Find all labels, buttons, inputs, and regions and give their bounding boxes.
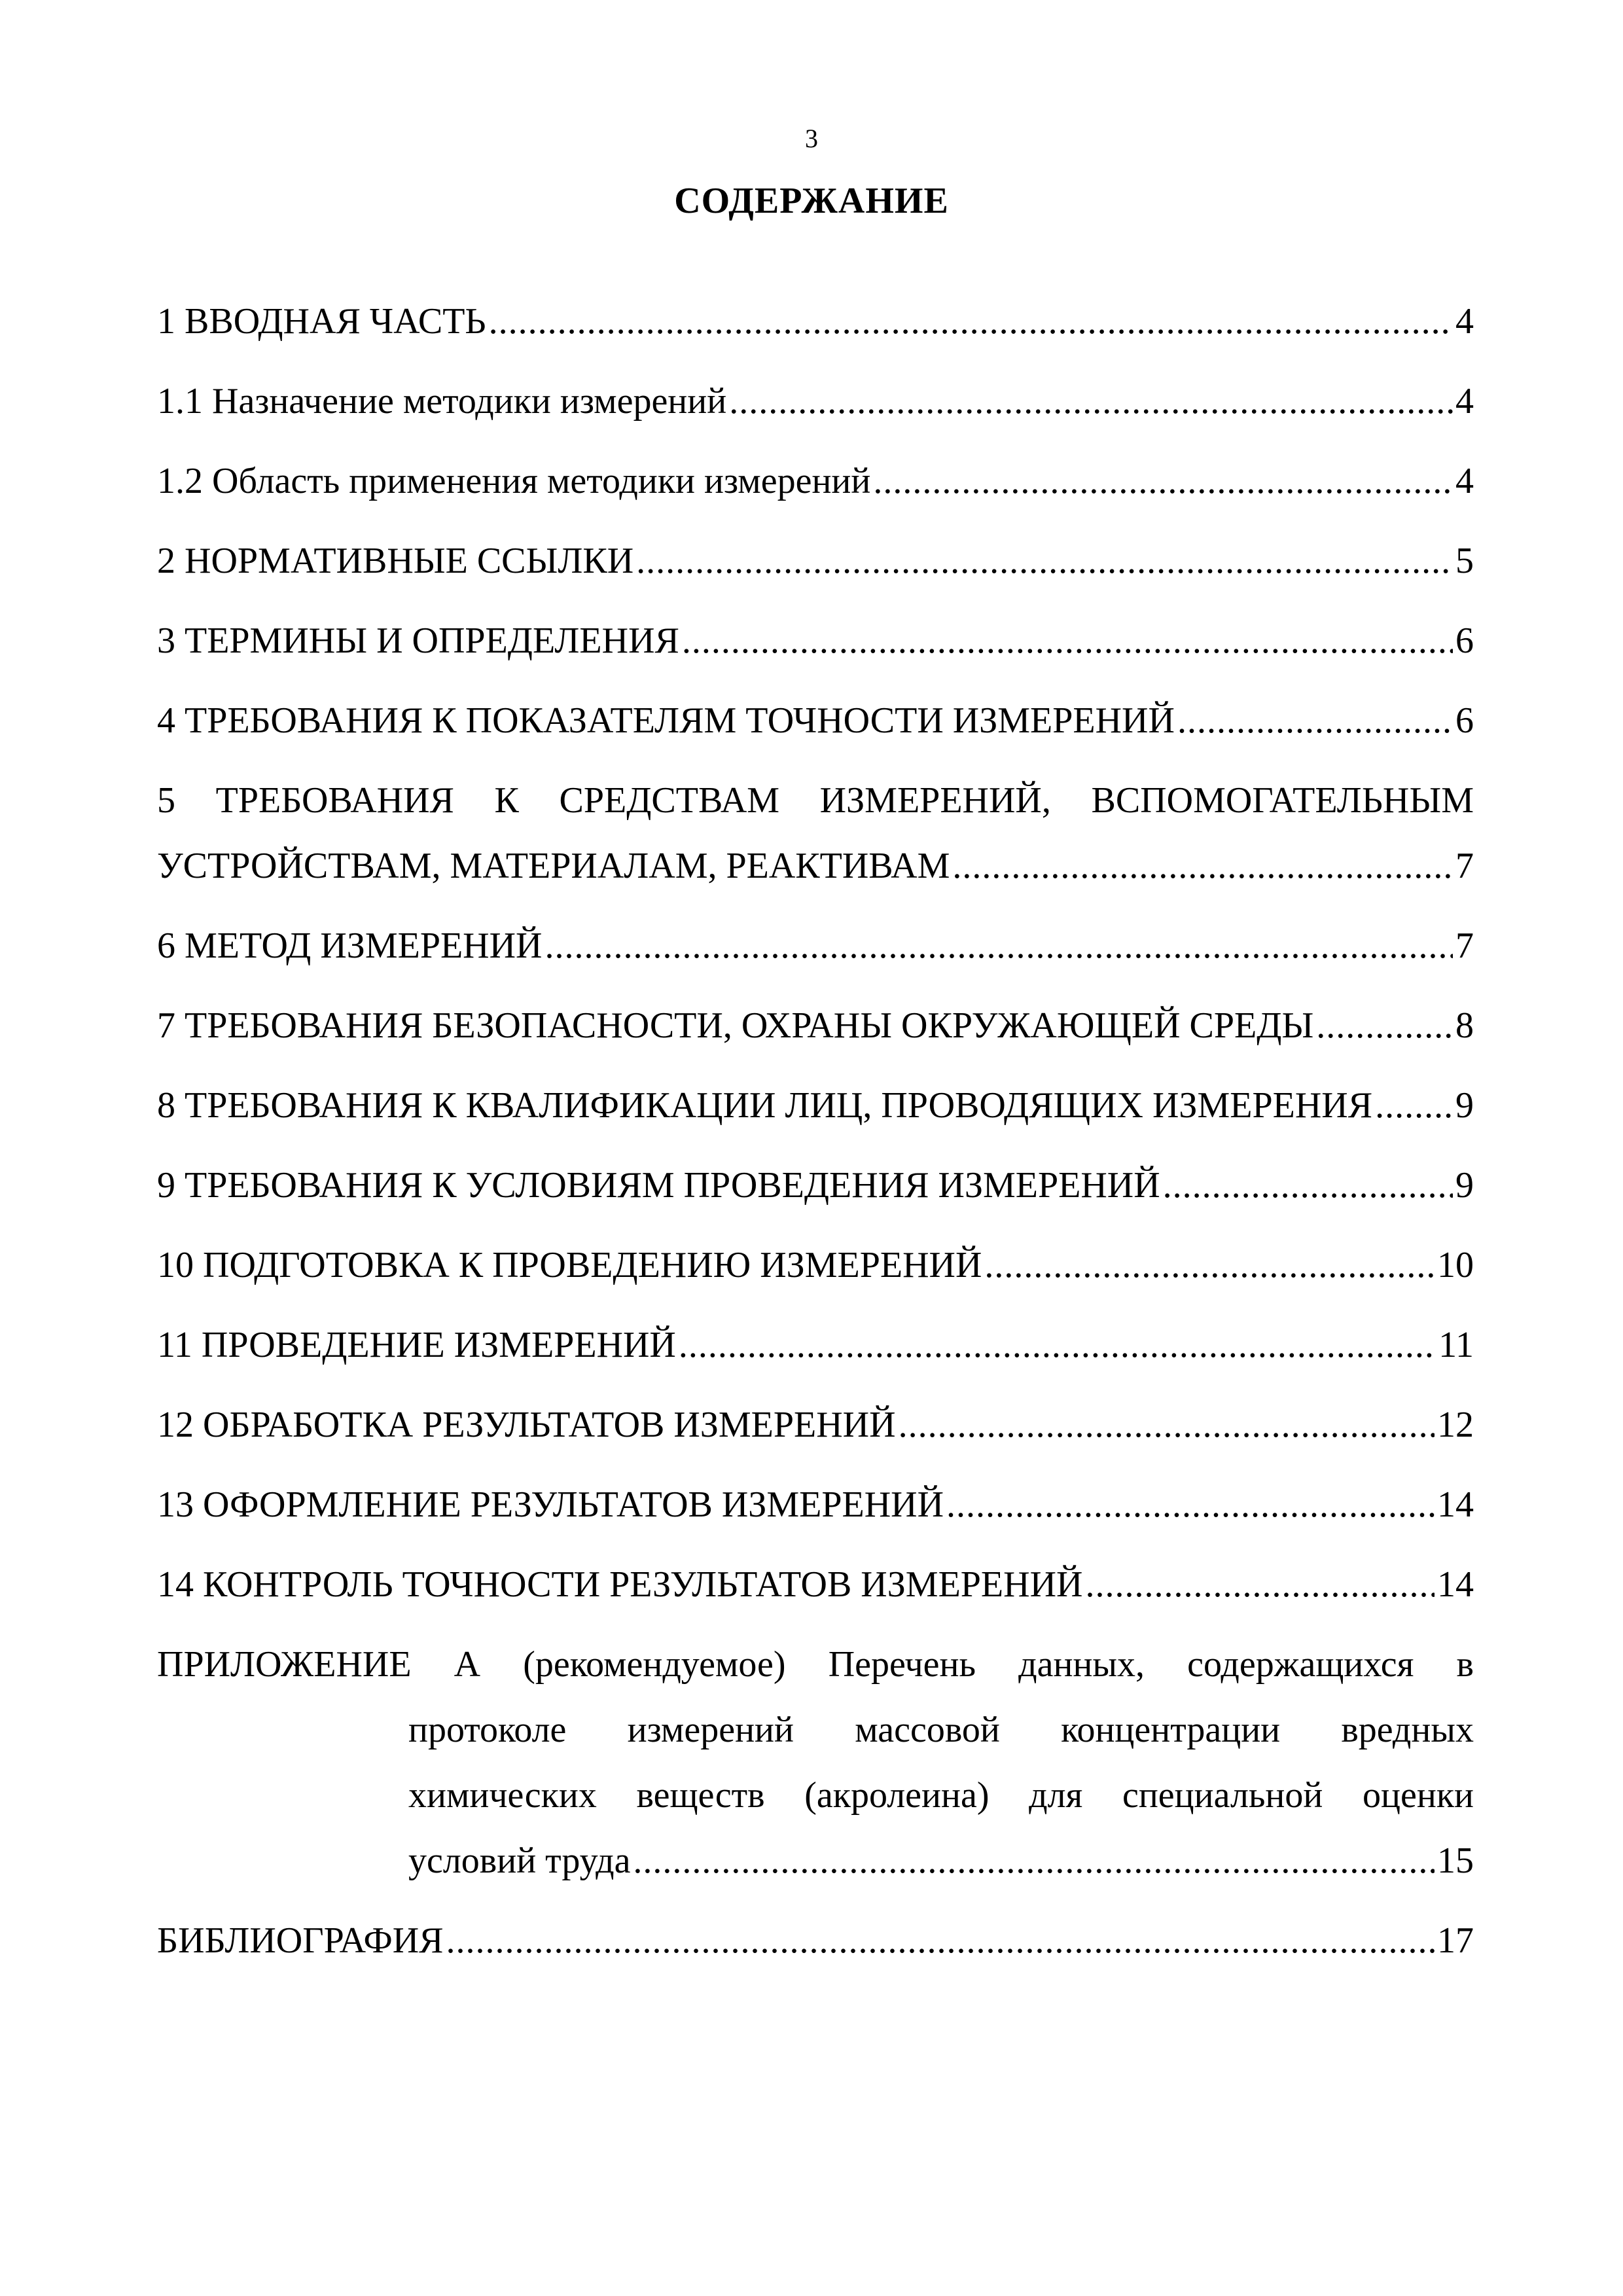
dot-leader: [1163, 1162, 1453, 1208]
toc-entry-title-line3: химических веществ (акролеина) для специальной оценки: [408, 1775, 1474, 1816]
toc-entry-appendix-a[interactable]: [157, 1641, 1474, 1884]
dot-leader: [446, 1918, 1435, 1964]
toc-entry-title: 1 ВВОДНАЯ ЧАСТЬ: [157, 301, 486, 342]
toc-entry-title-line4: условий труда: [408, 1840, 631, 1881]
toc-entry-page: 4: [1455, 301, 1474, 342]
dot-leader: [873, 458, 1453, 504]
toc-entry-page: 6: [1455, 700, 1474, 741]
toc-entry-title: 12 ОБРАБОТКА РЕЗУЛЬТАТОВ ИЗМЕРЕНИЙ: [157, 1405, 896, 1445]
toc-entry-title: 1.1 Назначение методики измерений: [157, 381, 727, 422]
dot-leader: [489, 298, 1453, 344]
toc-entry-title-line1: ПРИЛОЖЕНИЕ А (рекомендуемое) Перечень данных, содержащихся в: [157, 1644, 1474, 1685]
dot-leader: [679, 1322, 1436, 1368]
toc-entry-title: 2 НОРМАТИВНЫЕ ССЫЛКИ: [157, 541, 634, 581]
toc-entry-title: 14 КОНТРОЛЬ ТОЧНОСТИ РЕЗУЛЬТАТОВ ИЗМЕРЕНИЙ: [157, 1564, 1083, 1605]
toc-entry-page: 12: [1437, 1405, 1474, 1445]
toc-entry-page: 4: [1455, 381, 1474, 422]
toc-entry-1-2[interactable]: [157, 458, 1474, 504]
toc-entry-title-line1: 5 ТРЕБОВАНИЯ К СРЕДСТВАМ ИЗМЕРЕНИЙ, ВСПОМОГАТЕЛЬНЫМ: [157, 780, 1474, 821]
toc-entry-page: 4: [1455, 461, 1474, 501]
toc-entry-page: 14: [1437, 1484, 1474, 1525]
toc-entry-title: 1.2 Область применения методики измерений: [157, 461, 871, 501]
toc-entry-page: 6: [1455, 620, 1474, 661]
toc-entry-page: 7: [1455, 846, 1474, 886]
toc-entry-6[interactable]: [157, 923, 1474, 969]
table-of-contents: [157, 298, 1474, 1998]
toc-entry-page: 9: [1455, 1165, 1474, 1206]
toc-entry-7[interactable]: [157, 1003, 1474, 1049]
toc-entry-page: 8: [1455, 1005, 1474, 1046]
dot-leader: [952, 843, 1453, 889]
dot-leader: [682, 618, 1453, 664]
toc-entry-title-line2: УСТРОЙСТВАМ, МАТЕРИАЛАМ, РЕАКТИВАМ: [157, 846, 950, 886]
toc-entry-page: 10: [1437, 1245, 1474, 1285]
toc-entry-page: 5: [1455, 541, 1474, 581]
dot-leader: [636, 538, 1453, 584]
toc-entry-4[interactable]: [157, 698, 1474, 744]
toc-entry-14[interactable]: [157, 1562, 1474, 1607]
toc-entry-title: 3 ТЕРМИНЫ И ОПРЕДЕЛЕНИЯ: [157, 620, 679, 661]
toc-entry-1[interactable]: [157, 298, 1474, 344]
dot-leader: [1375, 1083, 1453, 1128]
toc-entry-8[interactable]: [157, 1083, 1474, 1128]
toc-entry-5[interactable]: [157, 778, 1474, 889]
toc-entry-page: 17: [1437, 1920, 1474, 1961]
toc-entry-title: 7 ТРЕБОВАНИЯ БЕЗОПАСНОСТИ, ОХРАНЫ ОКРУЖАЮЩЕЙ СРЕДЫ: [157, 1005, 1314, 1046]
toc-entry-page: 11: [1438, 1325, 1474, 1365]
dot-leader: [633, 1838, 1435, 1884]
page-number: 3: [805, 124, 818, 153]
dot-leader: [899, 1402, 1435, 1448]
toc-entry-10[interactable]: [157, 1242, 1474, 1288]
dot-leader: [1085, 1562, 1435, 1607]
toc-entry-1-1[interactable]: [157, 378, 1474, 424]
toc-entry-page: 15: [1437, 1840, 1474, 1881]
toc-entry-13[interactable]: [157, 1482, 1474, 1528]
toc-entry-bibliography[interactable]: [157, 1918, 1474, 1964]
toc-entry-page: 9: [1455, 1085, 1474, 1126]
dot-leader: [984, 1242, 1435, 1288]
toc-entry-12[interactable]: [157, 1402, 1474, 1448]
page-title: СОДЕРЖАНИЕ: [674, 181, 949, 221]
dot-leader: [1316, 1003, 1453, 1049]
toc-entry-title-line2: протоколе измерений массовой концентрации вредных: [408, 1710, 1474, 1750]
toc-entry-title: 8 ТРЕБОВАНИЯ К КВАЛИФИКАЦИИ ЛИЦ, ПРОВОДЯЩИХ ИЗМЕРЕНИЯ: [157, 1085, 1373, 1126]
dot-leader: [1177, 698, 1453, 744]
toc-entry-title: 10 ПОДГОТОВКА К ПРОВЕДЕНИЮ ИЗМЕРЕНИЙ: [157, 1245, 982, 1285]
toc-entry-title: 4 ТРЕБОВАНИЯ К ПОКАЗАТЕЛЯМ ТОЧНОСТИ ИЗМЕРЕНИЙ: [157, 700, 1175, 741]
toc-entry-3[interactable]: [157, 618, 1474, 664]
toc-entry-title: 13 ОФОРМЛЕНИЕ РЕЗУЛЬТАТОВ ИЗМЕРЕНИЙ: [157, 1484, 944, 1525]
toc-entry-page: 14: [1437, 1564, 1474, 1605]
toc-entry-title: БИБЛИОГРАФИЯ: [157, 1920, 444, 1961]
toc-entry-2[interactable]: [157, 538, 1474, 584]
toc-entry-9[interactable]: [157, 1162, 1474, 1208]
toc-entry-11[interactable]: [157, 1322, 1474, 1368]
dot-leader: [729, 378, 1453, 424]
toc-entry-title: 6 МЕТОД ИЗМЕРЕНИЙ: [157, 925, 543, 966]
toc-entry-title: 11 ПРОВЕДЕНИЕ ИЗМЕРЕНИЙ: [157, 1325, 676, 1365]
dot-leader: [946, 1482, 1435, 1528]
toc-entry-page: 7: [1455, 925, 1474, 966]
dot-leader: [545, 923, 1454, 969]
toc-entry-title: 9 ТРЕБОВАНИЯ К УСЛОВИЯМ ПРОВЕДЕНИЯ ИЗМЕРЕНИЙ: [157, 1165, 1160, 1206]
